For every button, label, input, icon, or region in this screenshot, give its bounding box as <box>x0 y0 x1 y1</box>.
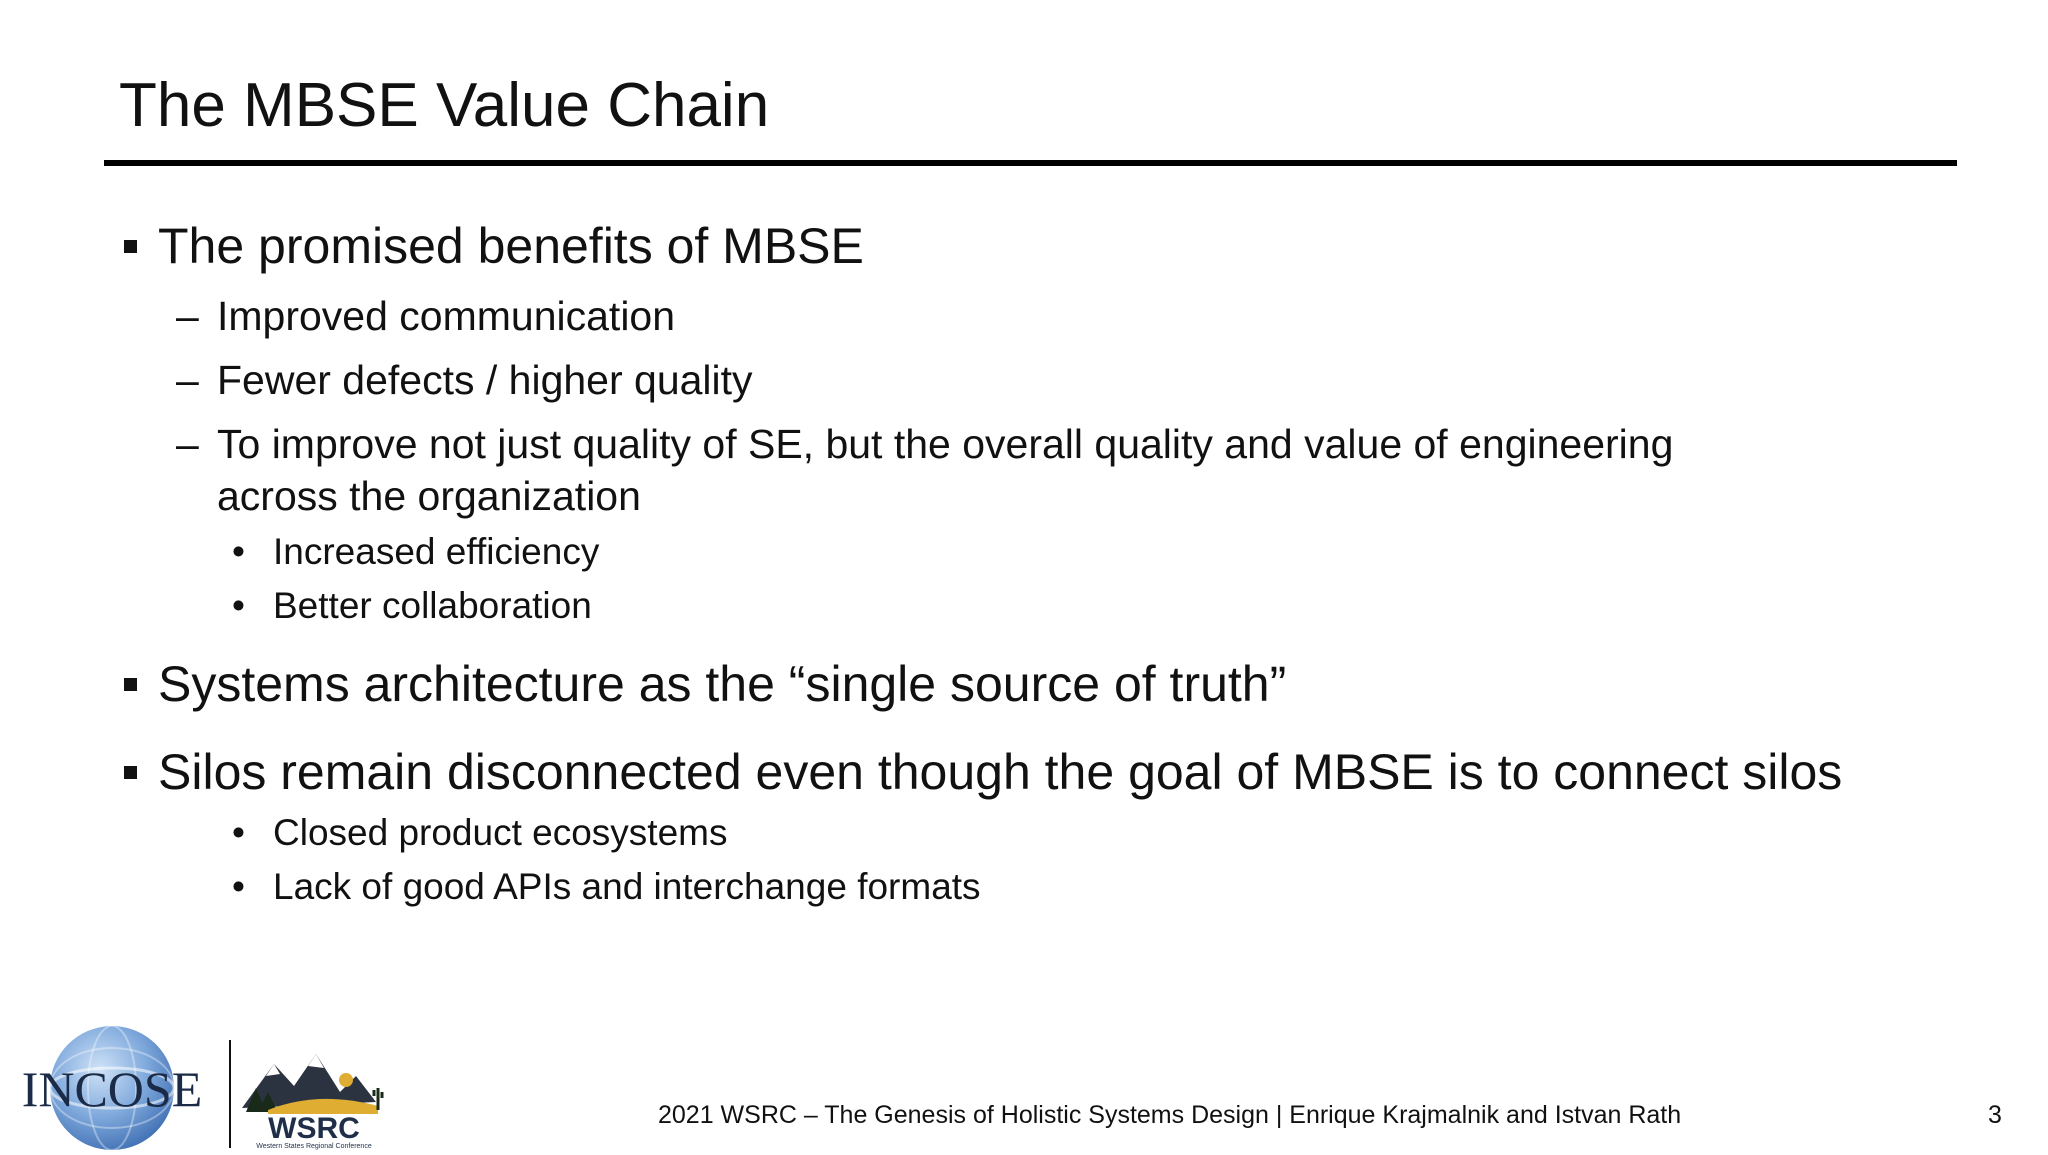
subitem-text: Fewer defects / higher quality <box>217 357 753 403</box>
subsubitem-text: Lack of good APIs and interchange formats <box>273 866 981 907</box>
dot-bullet-icon: • <box>232 531 245 572</box>
incose-wordmark: INCOSE <box>21 1061 203 1117</box>
dash-bullet-icon: – <box>176 421 199 467</box>
subitem-text: To improve not just quality of SE, but the overall quality and value of engineering across the organization <box>217 421 1674 519</box>
bullet-text: Silos remain disconnected even though the goal of MBSE is to connect silos <box>158 744 1843 800</box>
subsubitem-increased-efficiency <box>232 529 599 575</box>
dash-bullet-icon: – <box>176 357 199 403</box>
title-divider <box>104 160 1957 166</box>
bullet-single-source-of-truth <box>122 654 1286 714</box>
dot-bullet-icon: • <box>232 585 245 626</box>
subsubitem-closed-ecosystems <box>232 810 727 856</box>
subitem-improve-quality <box>176 418 1797 522</box>
bullet-promised-benefits <box>122 216 864 276</box>
wsrc-tagline: Western States Regional Conference <box>256 1143 372 1150</box>
wsrc-logo <box>228 1040 408 1150</box>
wsrc-mountains-icon <box>228 1040 408 1150</box>
subsubitem-lack-of-apis <box>232 864 981 910</box>
square-bullet-icon <box>124 240 137 253</box>
subsubitem-better-collaboration <box>232 583 592 629</box>
square-bullet-icon <box>124 766 137 779</box>
subsubitem-text: Closed product ecosystems <box>273 812 728 853</box>
slide-number: 3 <box>1988 1101 2002 1129</box>
bullet-text: The promised benefits of MBSE <box>158 218 864 274</box>
bullet-silos-disconnected <box>122 742 1842 802</box>
subsubitem-text: Increased efficiency <box>273 531 600 572</box>
dot-bullet-icon: • <box>232 812 245 853</box>
slide-title: The MBSE Value Chain <box>119 71 770 140</box>
subitem-fewer-defects <box>176 354 1797 406</box>
square-bullet-icon <box>124 678 137 691</box>
incose-logo <box>12 1022 212 1150</box>
bullet-text: Systems architecture as the “single source of truth” <box>158 656 1287 712</box>
subitem-text: Improved communication <box>217 293 676 339</box>
incose-globe-icon <box>12 1022 212 1150</box>
subsubitem-text: Better collaboration <box>273 585 592 626</box>
subitem-improved-communication <box>176 290 1797 342</box>
dash-bullet-icon: – <box>176 293 199 339</box>
dot-bullet-icon: • <box>232 866 245 907</box>
wsrc-wordmark: WSRC <box>268 1112 360 1145</box>
footer-citation: 2021 WSRC – The Genesis of Holistic Systems Design | Enrique Krajmalnik and Istvan Rath <box>658 1101 1682 1129</box>
